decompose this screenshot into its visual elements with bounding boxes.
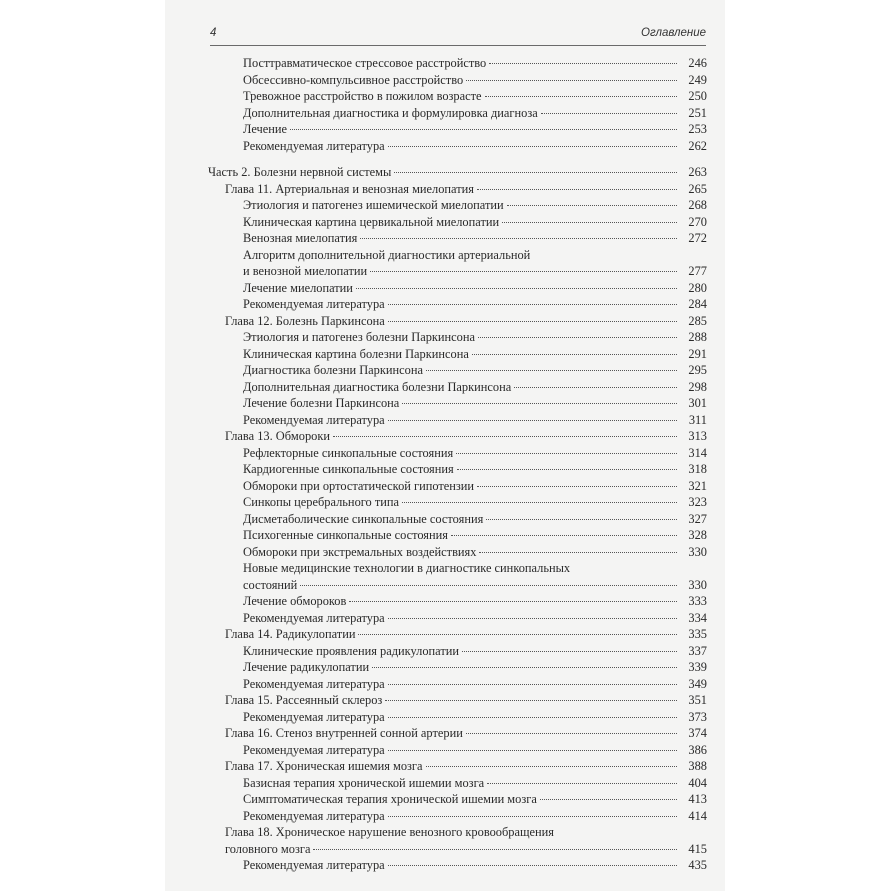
toc-section-entry[interactable] <box>243 775 707 792</box>
toc-entry-title: Кардиогенные синкопальные состояния <box>243 462 454 476</box>
toc-page-number: 272 <box>688 231 707 245</box>
dot-leader <box>514 387 677 388</box>
toc-page-number: 285 <box>688 313 707 328</box>
toc-section-entry[interactable] <box>243 230 707 247</box>
toc-entry-title: Дополнительная диагностика и формулировка диагноза <box>243 105 538 120</box>
toc-page-number: 314 <box>688 445 707 460</box>
toc-entry-title: Рекомендуемая литература <box>243 138 385 153</box>
book-page <box>165 0 725 891</box>
section-title: Оглавление <box>641 27 706 39</box>
toc-entry-title: Глава 15. Рассеянный склероз <box>225 693 383 707</box>
toc-section-entry[interactable] <box>243 709 707 726</box>
toc-entry-title: Лечение радикулопатии <box>243 660 370 674</box>
dot-leader <box>457 469 677 470</box>
page-number: 4 <box>210 27 217 39</box>
toc-entry-title: Симптоматическая терапия хронической ишемии мозга <box>243 792 537 806</box>
dot-leader <box>402 502 677 503</box>
toc-page-number: 334 <box>688 610 707 625</box>
toc-page-number: 313 <box>688 429 707 443</box>
toc-section-entry[interactable] <box>243 214 707 231</box>
toc-page-number: 246 <box>688 56 707 70</box>
toc-entry-title-continued: состояний <box>243 577 298 592</box>
dot-leader <box>388 321 677 322</box>
toc-section-entry[interactable] <box>243 527 707 544</box>
dot-leader <box>507 205 677 206</box>
toc-page-number: 268 <box>688 198 707 212</box>
dot-leader <box>360 238 677 239</box>
toc-entry-title: Глава 18. Хроническое нарушение венозного кровообращения <box>225 825 554 839</box>
dot-leader <box>541 113 677 114</box>
toc-entry-title: Обсессивно-компульсивное расстройство <box>243 72 464 87</box>
running-header <box>210 27 706 46</box>
toc-entry-title: Тревожное расстройство в пожилом возрасте <box>243 89 482 103</box>
toc-entry-title: Лечение болезни Паркинсона <box>243 396 400 410</box>
toc-page-number: 323 <box>688 495 707 509</box>
toc-section-entry[interactable] <box>243 121 707 138</box>
toc-page-number: 351 <box>688 693 707 707</box>
toc-entry-title: Рекомендуемая литература <box>243 808 385 823</box>
toc-entry-title: Венозная миелопатия <box>243 231 358 245</box>
dot-leader <box>388 146 677 147</box>
dot-leader <box>477 189 677 190</box>
toc-entry-title: Лечение миелопатии <box>243 280 353 295</box>
toc-entry-title: Обмороки при экстремальных воздействиях <box>243 544 477 559</box>
toc-entry-title: Рекомендуемая литература <box>243 297 385 311</box>
dot-leader <box>388 717 677 718</box>
dot-leader <box>300 585 677 586</box>
toc-page-number: 374 <box>688 726 707 740</box>
dot-leader <box>388 750 677 751</box>
toc-chapter-entry[interactable] <box>225 758 707 775</box>
toc-page-number: 295 <box>688 363 707 377</box>
dot-leader <box>540 799 677 800</box>
toc-page-number: 298 <box>688 379 707 394</box>
toc-chapter-entry[interactable] <box>225 181 707 198</box>
toc-chapter-entry[interactable] <box>225 824 707 857</box>
toc-page-number: 250 <box>688 89 707 103</box>
toc-entry-title: Рекомендуемая литература <box>243 610 385 625</box>
toc-entry-title-continued: головного мозга <box>225 841 311 856</box>
toc-entry-title: Рекомендуемая литература <box>243 676 385 691</box>
toc-entry-title: Дисметаболические синкопальные состояния <box>243 511 484 526</box>
dot-leader <box>349 601 677 602</box>
toc-section-entry[interactable] <box>243 247 707 280</box>
toc-section-entry[interactable] <box>243 412 707 429</box>
toc-page-number: 265 <box>688 181 707 196</box>
toc-entry-title: Глава 11. Артериальная и венозная миелопатия <box>225 181 474 196</box>
toc-section-entry[interactable] <box>243 659 707 676</box>
dot-leader <box>372 667 677 668</box>
toc-section-entry[interactable] <box>243 478 707 495</box>
toc-section-entry[interactable] <box>243 544 707 561</box>
dot-leader <box>487 783 677 784</box>
toc-section-entry[interactable] <box>243 346 707 363</box>
toc-page-number: 301 <box>688 396 707 410</box>
toc-section-entry[interactable] <box>243 791 707 808</box>
toc-page-number: 413 <box>688 792 707 806</box>
toc-entry-title: Глава 17. Хроническая ишемия мозга <box>225 759 423 773</box>
toc-page-number: 388 <box>688 759 707 773</box>
dot-leader <box>426 766 677 767</box>
toc-section-entry[interactable] <box>243 138 707 155</box>
toc-page-number: 335 <box>688 627 707 641</box>
toc-entry-title: Глава 14. Радикулопатии <box>225 627 356 641</box>
toc-section-entry[interactable] <box>243 329 707 346</box>
toc-page-number: 373 <box>688 709 707 724</box>
toc-page-number: 311 <box>688 412 707 427</box>
toc-entry-title: Синкопы церебрального типа <box>243 495 400 509</box>
toc-page-number: 263 <box>688 165 707 179</box>
toc-page-number: 291 <box>688 346 707 361</box>
dot-leader <box>402 403 677 404</box>
dot-leader <box>502 222 677 223</box>
toc-section-entry[interactable] <box>243 395 707 412</box>
toc-entry-title: Рекомендуемая литература <box>243 858 385 872</box>
toc-section-entry[interactable] <box>243 72 707 89</box>
toc-entry-title: Глава 13. Обмороки <box>225 429 330 443</box>
toc-section-entry[interactable] <box>243 461 707 478</box>
toc-section-entry[interactable] <box>243 494 707 511</box>
toc-page-number: 435 <box>688 858 707 872</box>
toc-entry-title: Рекомендуемая литература <box>243 412 385 427</box>
toc-section-entry[interactable] <box>243 55 707 72</box>
toc-page-number: 328 <box>688 528 707 542</box>
toc-chapter-entry[interactable] <box>225 428 707 445</box>
toc-section-entry[interactable] <box>243 593 707 610</box>
toc-entry-title: Обмороки при ортостатической гипотензии <box>243 478 475 493</box>
dot-leader <box>388 684 677 685</box>
toc-section-entry[interactable] <box>243 105 707 122</box>
dot-leader <box>370 271 677 272</box>
toc-part-entry[interactable] <box>208 164 707 181</box>
toc-page-number: 386 <box>688 742 707 757</box>
toc-page-number: 262 <box>688 138 707 153</box>
table-of-contents <box>165 55 725 874</box>
toc-page-number: 339 <box>688 660 707 674</box>
dot-leader <box>477 486 677 487</box>
toc-section-entry[interactable] <box>243 808 707 825</box>
toc-chapter-entry[interactable] <box>225 626 707 643</box>
toc-page-number: 349 <box>688 676 707 691</box>
dot-leader <box>388 304 677 305</box>
toc-page-number: 327 <box>688 511 707 526</box>
toc-chapter-entry[interactable] <box>225 692 707 709</box>
dot-leader <box>388 618 677 619</box>
dot-leader <box>290 129 677 130</box>
dot-leader <box>479 552 677 553</box>
toc-page-number: 251 <box>688 105 707 120</box>
toc-entry-title: Посттравматическое стрессовое расстройство <box>243 56 487 70</box>
toc-entry-title: Алгоритм дополнительной диагностики артериальной <box>243 247 531 262</box>
dot-leader <box>426 370 677 371</box>
toc-page-number: 270 <box>688 214 707 229</box>
toc-entry-title: Этиология и патогенез болезни Паркинсона <box>243 330 475 344</box>
toc-entry-title: Психогенные синкопальные состояния <box>243 528 448 542</box>
dot-leader <box>356 288 677 289</box>
toc-entry-title: Лечение <box>243 122 288 136</box>
dot-leader <box>451 535 677 536</box>
toc-page-number: 253 <box>688 122 707 136</box>
toc-chapter-entry[interactable] <box>225 313 707 330</box>
toc-entry-title: Лечение обмороков <box>243 594 347 608</box>
toc-page-number: 330 <box>688 577 707 592</box>
toc-section-entry[interactable] <box>243 379 707 396</box>
toc-entry-title: Глава 16. Стеноз внутренней сонной артерии <box>225 726 463 740</box>
toc-entry-title: Клиническая картина болезни Паркинсона <box>243 346 469 361</box>
dot-leader <box>462 651 677 652</box>
dot-leader <box>388 420 677 421</box>
toc-page-number: 330 <box>688 544 707 559</box>
toc-section-entry[interactable] <box>243 610 707 627</box>
toc-entry-title: Часть 2. Болезни нервной системы <box>208 165 392 179</box>
toc-section-entry[interactable] <box>243 296 707 313</box>
toc-entry-title: Глава 12. Болезнь Паркинсона <box>225 313 385 328</box>
toc-section-entry[interactable] <box>243 643 707 660</box>
dot-leader <box>466 733 677 734</box>
toc-entry-title: Этиология и патогенез ишемической миелопатии <box>243 198 504 212</box>
toc-section-entry[interactable] <box>243 511 707 528</box>
toc-entry-title: Новые медицинские технологии в диагностике синкопальных <box>243 561 571 575</box>
dot-leader <box>472 354 677 355</box>
toc-section-entry[interactable] <box>243 280 707 297</box>
toc-section-entry[interactable] <box>243 676 707 693</box>
toc-page-number: 284 <box>688 297 707 311</box>
dot-leader <box>333 436 677 437</box>
toc-section-entry[interactable] <box>243 857 707 874</box>
dot-leader <box>394 172 677 173</box>
toc-page-number: 318 <box>688 462 707 476</box>
dot-leader <box>388 865 677 866</box>
toc-section-entry[interactable] <box>243 362 707 379</box>
dot-leader <box>478 337 677 338</box>
toc-page-number: 404 <box>688 775 707 790</box>
toc-section-entry[interactable] <box>243 560 707 593</box>
toc-entry-title-continued: и венозной миелопатии <box>243 264 368 278</box>
toc-page-number: 333 <box>688 594 707 608</box>
toc-entry-title: Клиническая картина цервикальной миелопатии <box>243 214 500 229</box>
dot-leader <box>313 849 677 850</box>
dot-leader <box>486 519 677 520</box>
toc-section-entry[interactable] <box>243 742 707 759</box>
dot-leader <box>388 816 677 817</box>
toc-chapter-entry[interactable] <box>225 725 707 742</box>
toc-entry-title: Рекомендуемая литература <box>243 742 385 757</box>
dot-leader <box>489 63 677 64</box>
toc-page-number: 321 <box>688 478 707 493</box>
dot-leader <box>466 80 677 81</box>
toc-page-number: 288 <box>688 330 707 344</box>
toc-page-number: 337 <box>688 643 707 658</box>
dot-leader <box>385 700 677 701</box>
toc-page-number: 249 <box>688 72 707 87</box>
toc-entry-title: Рефлекторные синкопальные состояния <box>243 445 454 460</box>
section-gap <box>165 154 725 164</box>
toc-entry-title: Диагностика болезни Паркинсона <box>243 363 423 377</box>
toc-section-entry[interactable] <box>243 197 707 214</box>
toc-entry-title: Рекомендуемая литература <box>243 709 385 724</box>
toc-entry-title: Клинические проявления радикулопатии <box>243 643 460 658</box>
dot-leader <box>456 453 677 454</box>
toc-entry-title: Базисная терапия хронической ишемии мозга <box>243 775 485 790</box>
toc-page-number: 280 <box>688 280 707 295</box>
toc-entry-title: Дополнительная диагностика болезни Паркинсона <box>243 379 512 394</box>
dot-leader <box>485 96 677 97</box>
toc-section-entry[interactable] <box>243 445 707 462</box>
dot-leader <box>358 634 677 635</box>
toc-page-number: 415 <box>688 841 707 856</box>
toc-section-entry[interactable] <box>243 88 707 105</box>
toc-page-number: 277 <box>688 264 707 278</box>
toc-page-number: 414 <box>688 808 707 823</box>
